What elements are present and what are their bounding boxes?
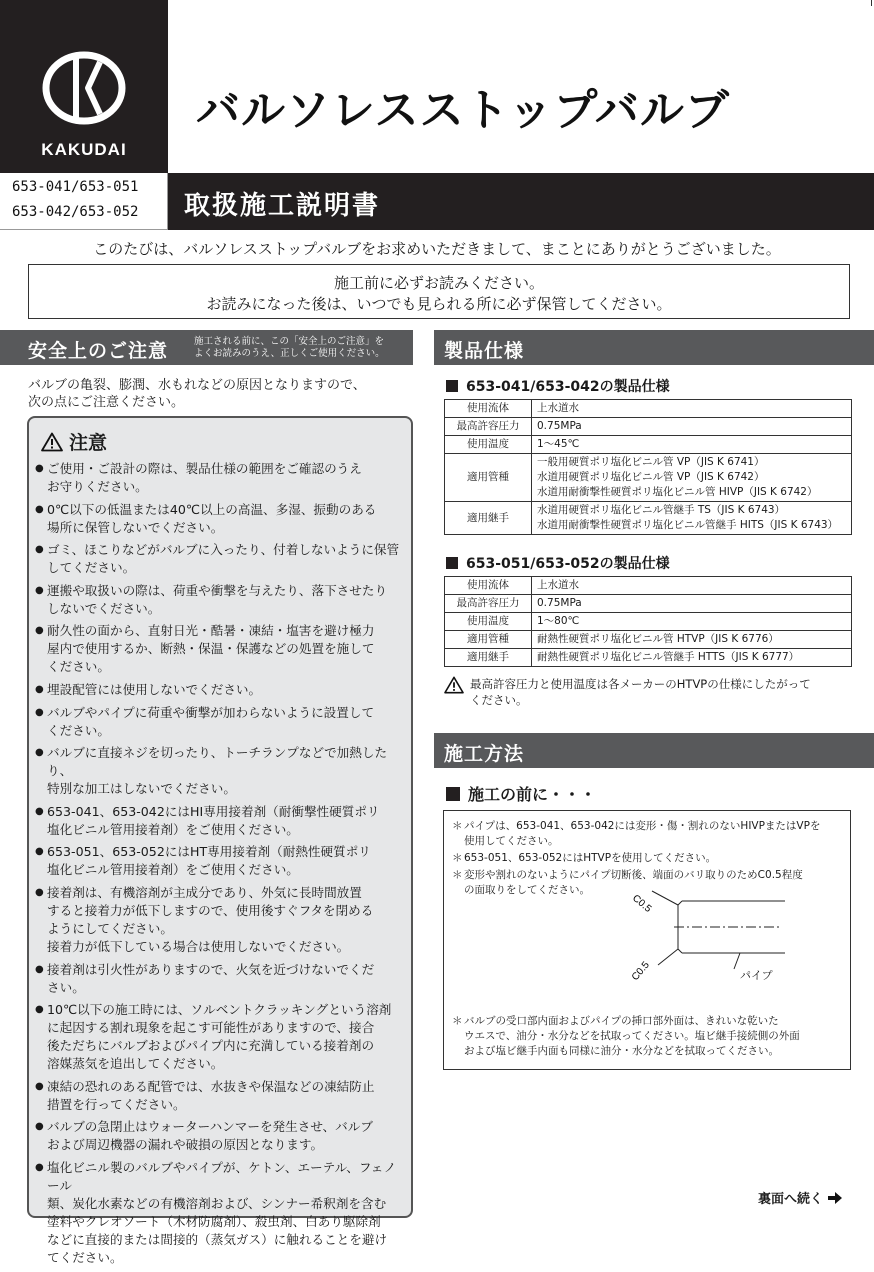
spec-value (532, 454, 852, 502)
caution-item (35, 582, 403, 618)
note-line: ください。 (470, 693, 528, 707)
spec-row (445, 595, 852, 613)
spec-value-line: 0.75MPa (537, 420, 582, 432)
model-numbers (0, 173, 168, 230)
spec-key: 使用温度 (445, 613, 532, 631)
spec-key: 適用継手 (445, 649, 532, 667)
caution-item (35, 541, 403, 577)
square-bullet-icon (446, 380, 458, 392)
caution-item (35, 843, 403, 879)
caution-item (35, 803, 403, 839)
caution-item-line: ● 653-041、653-042にはHI専用接着剤（耐衝撃性硬質ポリ (47, 803, 380, 819)
spec-key: 使用流体 (445, 400, 532, 418)
caution-item-line: 場所に保管しないでください。 (47, 519, 224, 535)
spec-value-line: 水道用耐衝撃性硬質ポリ塩化ビニル管継手 HITS（JIS K 6743） (537, 519, 839, 531)
notice-line: お読みになった後は、いつでも見られる所に必ず保管してください。 (206, 295, 672, 313)
spec-heading-text: 653-041/653-042の製品仕様 (466, 379, 670, 395)
caution-item-line: ● バルブやパイプに荷重や衝撃が加わらないように設置して (47, 704, 375, 720)
caution-item-line: 塩化ビニル管用接着剤）をご使用ください。 (47, 821, 299, 837)
caution-item (35, 460, 403, 496)
caution-item (35, 1159, 403, 1267)
warning-icon (444, 676, 464, 694)
pre-heading-text: 施工の前に・・・ (468, 785, 597, 804)
caution-item-line: ください。 (47, 659, 110, 675)
caution-item (35, 744, 403, 798)
caution-item-line: ● 接着剤は、有機溶剤が主成分であり、外気に長時間放置 (47, 884, 362, 900)
spec-value (532, 418, 852, 436)
spec-value (532, 631, 852, 649)
notice-line: 施工前に必ずお読みください。 (333, 274, 544, 292)
asterisk-icon: ＊ (452, 820, 463, 832)
spec-row (445, 436, 852, 454)
brand-name: KAKUDAI (41, 140, 127, 159)
spec-row (445, 418, 852, 436)
spec-value-line: 上水道水 (537, 579, 579, 591)
square-bullet-icon (446, 557, 458, 569)
caution-item-line: 塗料やクレオソート（木材防腐剤）、殺虫剤、白あり駆除剤 (47, 1213, 381, 1229)
pre-item (452, 851, 844, 866)
caution-item-line: などに直接的または間接的（蒸気ガス）に触れることを避け (47, 1231, 388, 1247)
caution-item (35, 704, 403, 740)
caution-item-line: さい。 (47, 979, 85, 995)
caution-item-line: ● 埋設配管には使用しないでください。 (47, 681, 262, 697)
spec-row (445, 454, 852, 502)
spec-value-line: 1～80℃ (537, 615, 580, 627)
spec-value-line: 0.75MPa (537, 597, 582, 609)
caution-item-line: ● バルブに直接ネジを切ったり、トーチランプなどで加熱したり、 (47, 745, 388, 779)
continue-to-back (758, 1188, 842, 1207)
spec-key: 使用温度 (445, 436, 532, 454)
caution-item-line: ● 耐久性の面から、直射日光・酷暑・凍結・塩害を避け極力 (47, 623, 375, 639)
pre-item-line: および塩ビ継手内面も同様に油分・水分などを拭取ってください。 (464, 1045, 779, 1057)
caution-item-line: ● 凍結の恐れのある配管では、水抜きや保温などの凍結防止 (47, 1078, 375, 1094)
spec-heading-2 (446, 553, 670, 573)
pre-item-line: バルブの受口部内面およびパイプの挿口部外面は、きれいな乾いた (464, 1015, 779, 1027)
chamfer-label-top: C0.5 (630, 892, 654, 915)
spec-value (532, 400, 852, 418)
spec-value (532, 436, 852, 454)
caution-item (35, 1078, 403, 1114)
caution-item (35, 1118, 403, 1154)
caution-title: 注意 (69, 432, 108, 454)
caution-item-line: 塩化ビニル管用接着剤）をご使用ください。 (47, 862, 299, 878)
crop-mark (871, 0, 872, 6)
safety-title: 安全上のご注意 (28, 340, 169, 362)
spec-key: 適用継手 (445, 502, 532, 535)
caution-item-line: ● バルブの急閉止はウォーターハンマーを発生させ、バルブ (47, 1119, 373, 1135)
product-title: バルソレスストップバルブ (196, 85, 730, 136)
spec-row (445, 613, 852, 631)
caution-list (35, 460, 403, 1272)
caution-item-line: 屋内で使用するか、断熱・保温・保護などの処置を施して (47, 641, 375, 657)
caution-box (27, 416, 413, 1265)
safety-subtitle-line: 施工される前に、この「安全上のご注意」を (194, 336, 385, 347)
construction-title: 施工方法 (444, 743, 525, 765)
pre-item (452, 1014, 844, 1059)
spec-row (445, 631, 852, 649)
spec-key: 適用管種 (445, 454, 532, 502)
caution-item-line: ようにしてください。 (47, 920, 173, 936)
pre-item-line: ウエスで、油分・水分などを拭取ってください。塩ビ継手接続側の外面 (464, 1030, 800, 1042)
notice-box (28, 264, 850, 319)
caution-item-line: 後ただちにバルブおよびパイプ内に充満している接着剤の (47, 1038, 375, 1054)
spec-key: 最高許容圧力 (445, 418, 532, 436)
model-line: 653-041/653-051 (12, 179, 139, 195)
safety-subtitle (194, 336, 385, 360)
safety-subtitle-line: よくお読みのうえ、正しくご使用ください。 (194, 348, 385, 359)
caution-item-line: 接着力が低下している場合は使用しないでください。 (47, 938, 350, 954)
caution-item-line: ● 0℃以下の低温または40℃以上の高温、多湿、振動のある (47, 501, 377, 517)
spec-table-1 (444, 399, 852, 535)
asterisk-icon: ＊ (452, 852, 463, 864)
pre-construction-box (443, 810, 851, 1070)
intro-line: バルブの亀裂、膨潤、水もれなどの原因となりますので、 (28, 378, 366, 393)
pipe-label: パイプ (740, 969, 773, 982)
caution-item (35, 681, 403, 699)
caution-item (35, 884, 403, 956)
spec-value-line: 一般用硬質ポリ塩化ビニル管 VP（JIS K 6741） (537, 456, 765, 468)
spec-row (445, 502, 852, 535)
caution-item-line: ● ゴミ、ほこりなどがバルブに入ったり、付着しないように保管 (47, 542, 400, 558)
divider (0, 229, 168, 230)
caution-item-line: に起因する割れ現象を起こす可能性がありますので、接合 (47, 1020, 375, 1036)
spec-value (532, 595, 852, 613)
spec-key: 適用管種 (445, 631, 532, 649)
pre-construction-heading (446, 782, 596, 805)
pre-item-line: 変形や割れのないようにパイプ切断後、端面のバリ取りのためC0.5程度 (464, 869, 803, 881)
spec-value (532, 502, 852, 535)
caution-item-line: ● 653-051、653-052にはHT専用接着剤（耐熱性硬質ポリ (47, 844, 371, 860)
spec-value-line: 1～45℃ (537, 438, 580, 450)
pre-item-line: 使用してください。 (464, 835, 559, 847)
caution-item-line: 措置を行ってください。 (47, 1096, 186, 1112)
caution-heading (41, 428, 107, 455)
manual-title: 取扱施工説明書 (184, 191, 381, 221)
pre-item-line: パイプは、653-041、653-042には変形・傷・割れのないHIVPまたはVPを (464, 820, 821, 832)
caution-item-line: てください。 (47, 1249, 123, 1265)
spec-heading-text: 653-051/653-052の製品仕様 (466, 556, 670, 572)
caution-item-line: しないでください。 (47, 600, 161, 616)
caution-item-line: ● 10℃以下の施工時には、ソルベントクラッキングという溶剤 (47, 1002, 392, 1018)
spec-row (445, 649, 852, 667)
asterisk-icon: ＊ (452, 869, 463, 881)
caution-item-line: ください。 (47, 722, 110, 738)
model-line: 653-042/653-052 (12, 204, 139, 220)
caution-item-line: ● 接着剤は引火性がありますので、火気を近づけないでくだ (47, 961, 375, 977)
spec-row (445, 400, 852, 418)
caution-item-line: ● 塩化ビニル製のバルブやパイプが、ケトン、エーテル、フェノール (47, 1159, 397, 1193)
spec-heading-1 (446, 376, 670, 396)
caution-item-line: してください。 (47, 560, 136, 576)
spec-value-line: 上水道水 (537, 402, 579, 414)
continue-label: 裏面へ続く (758, 1192, 824, 1207)
construction-section-bar (434, 733, 874, 768)
spec-value (532, 613, 852, 631)
safety-section-bar (0, 330, 413, 365)
spec-table-2 (444, 576, 852, 667)
caution-item-line: 溶媒蒸気を追出してください。 (47, 1056, 224, 1072)
spec-value-line: 水道用硬質ポリ塩化ビニル管 VP（JIS K 6742） (537, 471, 765, 483)
note-line: 最高許容圧力と使用温度は各メーカーのHTVPの仕様にしたがって (470, 677, 811, 691)
warning-icon (41, 432, 63, 452)
caution-item-line: お守りください。 (47, 479, 148, 494)
caution-item (35, 961, 403, 997)
arrow-right-icon (828, 1192, 842, 1204)
square-bullet-icon (446, 787, 460, 801)
caution-item (35, 622, 403, 676)
logo-block (0, 0, 168, 173)
spec-note (444, 676, 854, 708)
caution-item-line: および周辺機器の漏れや破損の原因となります。 (47, 1137, 324, 1153)
chamfer-label-bottom: C0.5 (629, 959, 652, 983)
thanks-message: このたびは、バルソレスストップバルブをお求めいただきまして、まことにありがとうございました。 (93, 240, 781, 258)
pre-item-line: の面取りをしてください。 (464, 884, 590, 896)
safety-intro (28, 377, 366, 411)
spec-key: 最高許容圧力 (445, 595, 532, 613)
caution-item (35, 1001, 403, 1073)
caution-item (35, 501, 403, 537)
spec-value-line: 耐熱性硬質ポリ塩化ビニル管継手 HTTS（JIS K 6777） (537, 651, 800, 663)
spec-title: 製品仕様 (444, 340, 525, 362)
intro-line: 次の点にご注意ください。 (28, 395, 185, 410)
caution-item-line: すると接着力が低下しますので、使用後すぐフタを閉める (47, 902, 374, 918)
manual-title-bar (168, 173, 874, 230)
spec-row (445, 577, 852, 595)
pre-item-line: 653-051、653-052にはHTVPを使用してください。 (464, 852, 717, 864)
spec-value-line: 水道用硬質ポリ塩化ビニル管継手 TS（JIS K 6743） (537, 504, 786, 516)
caution-item-line: ● 運搬や取扱いの際は、荷重や衝撃を与えたり、落下させたり (47, 582, 388, 598)
caution-item-line: ● ご使用・ご設計の際は、製品仕様の範囲をご確認のうえ (47, 461, 362, 476)
caution-item-line: 特別な加工はしないでください。 (47, 781, 236, 797)
spec-value-line: 耐熱性硬質ポリ塩化ビニル管 HTVP（JIS K 6776） (537, 633, 779, 645)
spec-value (532, 649, 852, 667)
spec-value-line: 水道用耐衝撃性硬質ポリ塩化ビニル管 HIVP（JIS K 6742） (537, 486, 818, 498)
kakudai-logo-icon (42, 52, 126, 124)
spec-value (532, 577, 852, 595)
spec-key: 使用流体 (445, 577, 532, 595)
spec-section-bar (434, 330, 874, 365)
asterisk-icon: ＊ (452, 1015, 463, 1027)
pre-item (452, 819, 844, 849)
caution-item-line: 類、炭化水素などの有機溶剤および、シンナー希釈剤を含む (47, 1195, 387, 1211)
